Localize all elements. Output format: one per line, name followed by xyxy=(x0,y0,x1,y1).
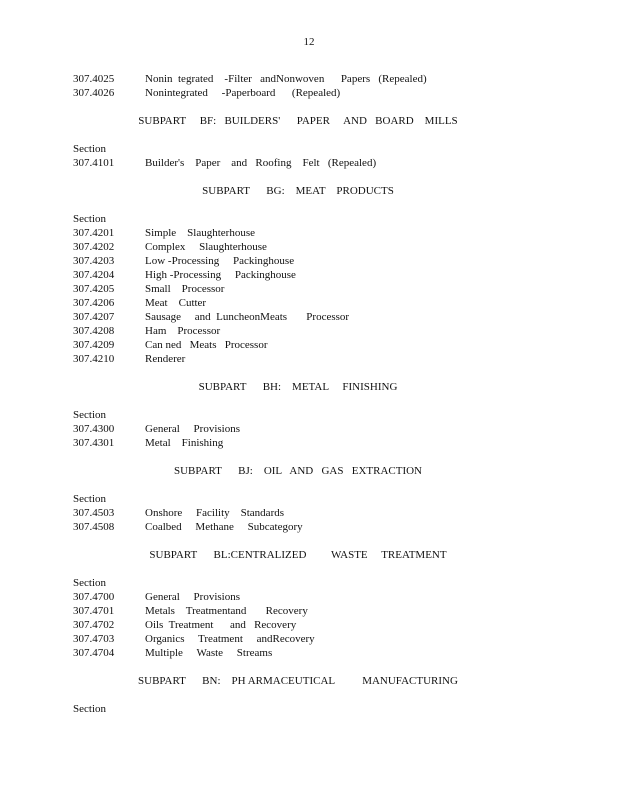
section-number: 307.4202 xyxy=(73,241,115,253)
section-number: 307.4210 xyxy=(73,353,115,365)
section-number: 307.4101 xyxy=(73,157,115,169)
section-title: Oils Treatment and Recovery xyxy=(145,619,297,631)
section-entry xyxy=(73,86,593,100)
section-number: 307.4026 xyxy=(73,87,115,99)
section-number: 307.4503 xyxy=(73,507,115,519)
section-title: Onshore Facility Standards xyxy=(145,507,285,519)
section-label: Section xyxy=(73,493,106,505)
section-title: Metals Treatmentand Recovery xyxy=(145,605,308,617)
section-number: 307.4704 xyxy=(73,647,115,659)
section-title: General Provisions xyxy=(145,591,241,603)
section-number: 307.4203 xyxy=(73,255,115,267)
subpart-heading: SUBPART BH: METAL FINISHING xyxy=(198,381,398,393)
section-title: Nonintegrated -Paperboard (Repealed) xyxy=(145,87,341,99)
section-entry xyxy=(73,338,593,352)
section-title: Ham Processor xyxy=(145,325,221,337)
section-title: Nonin tegrated -Filter andNonwoven Papers (Repealed) xyxy=(145,73,427,85)
section-entry xyxy=(73,590,593,604)
subpart-heading: SUBPART BJ: OIL AND GAS EXTRACTION xyxy=(174,465,422,477)
section-title: Simple Slaughterhouse xyxy=(145,227,255,239)
section-label: Section xyxy=(73,213,106,225)
section-number: 307.4301 xyxy=(73,437,115,449)
section-title: High -Processing Packinghouse xyxy=(145,269,296,281)
section-entry xyxy=(73,632,593,646)
section-number: 307.4701 xyxy=(73,605,115,617)
section-title: Can ned Meats Processor xyxy=(145,339,268,351)
section-entry xyxy=(73,352,593,366)
section-title: Meat Cutter xyxy=(145,297,207,309)
section-entry xyxy=(73,422,593,436)
section-number: 307.4300 xyxy=(73,423,115,435)
section-number: 307.4025 xyxy=(73,73,115,85)
section-entry xyxy=(73,324,593,338)
section-title: Builder's Paper and Roofing Felt (Repealed) xyxy=(145,157,377,169)
section-title: General Provisions xyxy=(145,423,241,435)
section-number: 307.4208 xyxy=(73,325,115,337)
subpart-heading: SUBPART BN: PH ARMACEUTICAL MANUFACTURING xyxy=(138,675,458,687)
section-number: 307.4204 xyxy=(73,269,115,281)
section-label: Section xyxy=(73,703,106,715)
section-number: 307.4201 xyxy=(73,227,115,239)
section-entry xyxy=(73,72,593,86)
section-title: Complex Slaughterhouse xyxy=(145,241,267,253)
section-title: Sausage and LuncheonMeats Processor xyxy=(145,311,350,323)
section-entry xyxy=(73,240,593,254)
document-body xyxy=(73,72,593,716)
section-entry xyxy=(73,604,593,618)
section-title: Multiple Waste Streams xyxy=(145,647,273,659)
section-number: 307.4508 xyxy=(73,521,115,533)
section-number: 307.4206 xyxy=(73,297,115,309)
section-number: 307.4209 xyxy=(73,339,115,351)
section-title: Coalbed Methane Subcategory xyxy=(145,521,303,533)
section-entry xyxy=(73,296,593,310)
section-entry xyxy=(73,268,593,282)
section-title: Low -Processing Packinghouse xyxy=(145,255,295,267)
page-number: 12 xyxy=(303,36,315,48)
section-title: Metal Finishing xyxy=(145,437,224,449)
section-label: Section xyxy=(73,143,106,155)
section-entry xyxy=(73,618,593,632)
section-number: 307.4700 xyxy=(73,591,115,603)
section-entry xyxy=(73,282,593,296)
section-entry xyxy=(73,226,593,240)
section-number: 307.4702 xyxy=(73,619,115,631)
section-label: Section xyxy=(73,409,106,421)
subpart-heading: SUBPART BL:CENTRALIZED WASTE TREATMENT xyxy=(149,549,447,561)
section-number: 307.4703 xyxy=(73,633,115,645)
section-entry xyxy=(73,156,593,170)
section-entry xyxy=(73,506,593,520)
section-entry xyxy=(73,646,593,660)
section-entry xyxy=(73,520,593,534)
section-label: Section xyxy=(73,577,106,589)
section-entry xyxy=(73,436,593,450)
subpart-heading: SUBPART BF: BUILDERS' PAPER AND BOARD MILLS xyxy=(138,115,458,127)
section-entry xyxy=(73,310,593,324)
section-number: 307.4205 xyxy=(73,283,115,295)
section-number: 307.4207 xyxy=(73,311,115,323)
section-title: Organics Treatment andRecovery xyxy=(145,633,315,645)
section-title: Renderer xyxy=(145,353,186,365)
subpart-heading: SUBPART BG: MEAT PRODUCTS xyxy=(202,185,394,197)
section-entry xyxy=(73,254,593,268)
section-title: Small Processor xyxy=(145,283,225,295)
